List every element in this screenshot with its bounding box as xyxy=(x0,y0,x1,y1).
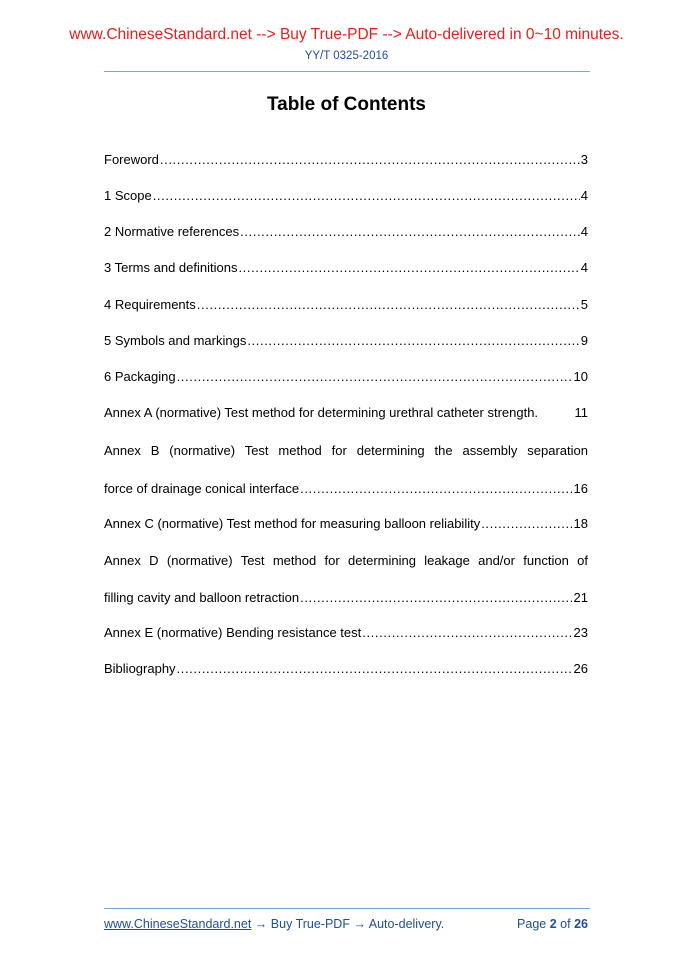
toc-leader-dots xyxy=(300,590,572,605)
toc-entry-requirements[interactable] xyxy=(104,297,588,317)
toc-entry-label: 5 Symbols and markings xyxy=(104,333,247,348)
toc-leader-dots xyxy=(238,260,579,275)
current-page-number: 2 xyxy=(549,917,557,931)
document-number: YY/T 0325-2016 xyxy=(304,50,389,62)
footer-delivery-text: Auto-delivery. xyxy=(368,917,445,931)
toc-entry-label: Annex A (normative) Test method for determining urethral catheter strength. xyxy=(104,405,539,420)
footer-buy-text: Buy True-PDF xyxy=(270,917,350,931)
toc-entry-annex-b[interactable] xyxy=(104,481,588,501)
toc-entry-annex-c[interactable] xyxy=(104,516,588,536)
header-divider xyxy=(104,71,590,72)
toc-page-number: 10 xyxy=(573,369,588,384)
toc-entry-label: 1 Scope xyxy=(104,188,152,203)
toc-entry-symbols[interactable] xyxy=(104,333,588,353)
toc-leader-dots xyxy=(362,625,572,640)
toc-entry-label: 4 Requirements xyxy=(104,297,196,312)
toc-entry-annex-b-line1[interactable]: Annex B (normative) Test method for determining the assembly separation xyxy=(104,443,588,458)
toc-entry-label: Bibliography xyxy=(104,661,176,676)
page-indicator xyxy=(517,917,588,931)
toc-leader-dots xyxy=(247,333,579,348)
toc-page-number: 11 xyxy=(574,405,588,420)
toc-page-number: 3 xyxy=(580,152,588,167)
promo-banner[interactable]: www.ChineseStandard.net --> Buy True-PDF --> Auto-delivered in 0~10 minutes. xyxy=(69,26,624,43)
toc-leader-dots xyxy=(177,369,573,384)
toc-entry-label: 6 Packaging xyxy=(104,369,176,384)
toc-entry-label: force of drainage conical interface xyxy=(104,481,300,496)
toc-leader-dots xyxy=(177,661,573,676)
page-title: Table of Contents xyxy=(266,94,427,115)
arrow-right-icon: → xyxy=(254,917,268,931)
of-word: of xyxy=(560,917,571,931)
page-word: Page xyxy=(517,917,547,931)
toc-page-number: 21 xyxy=(573,590,588,605)
toc-entry-terms[interactable] xyxy=(104,260,588,280)
toc-leader-dots xyxy=(197,297,580,312)
toc-page-number: 5 xyxy=(580,297,588,312)
total-page-count: 26 xyxy=(574,917,588,931)
toc-entry-label: filling cavity and balloon retraction xyxy=(104,590,300,605)
toc-entry-annex-d[interactable] xyxy=(104,590,588,610)
toc-leader-dots xyxy=(240,224,580,239)
toc-page-number: 9 xyxy=(580,333,588,348)
toc-entry-normative-references[interactable] xyxy=(104,224,588,244)
toc-page-number: 26 xyxy=(573,661,588,676)
toc-leader-dots xyxy=(160,152,580,167)
toc-entry-scope[interactable] xyxy=(104,188,588,208)
footer-divider xyxy=(104,908,590,909)
toc-entry-bibliography[interactable] xyxy=(104,661,588,681)
toc-entry-label: Annex E (normative) Bending resistance test xyxy=(104,625,362,640)
toc-page-number: 18 xyxy=(573,516,588,531)
toc-leader-dots xyxy=(153,188,580,203)
toc-page-number: 23 xyxy=(573,625,588,640)
toc-entry-label: Foreword xyxy=(104,152,159,167)
toc-entry-label: 3 Terms and definitions xyxy=(104,260,238,275)
toc-entry-foreword[interactable] xyxy=(104,152,588,172)
toc-entry-annex-d-line1[interactable]: Annex D (normative) Test method for determining leakage and/or function of xyxy=(104,553,588,568)
arrow-right-icon: → xyxy=(353,917,366,931)
toc-page-number: 16 xyxy=(573,481,588,496)
toc-entry-label: Annex C (normative) Test method for measuring balloon reliability xyxy=(104,516,481,531)
toc-entry-annex-a[interactable] xyxy=(104,405,588,425)
footer-site-link[interactable]: www.ChineseStandard.net xyxy=(104,917,252,931)
toc-leader-dots xyxy=(481,516,572,531)
toc-entry-label: 2 Normative references xyxy=(104,224,240,239)
toc-leader-dots xyxy=(300,481,572,496)
toc-entry-packaging[interactable] xyxy=(104,369,588,389)
footer-links xyxy=(104,917,444,931)
toc-entry-annex-e[interactable] xyxy=(104,625,588,645)
toc-page-number: 4 xyxy=(580,188,588,203)
toc-page-number: 4 xyxy=(580,224,588,239)
toc-page-number: 4 xyxy=(580,260,588,275)
